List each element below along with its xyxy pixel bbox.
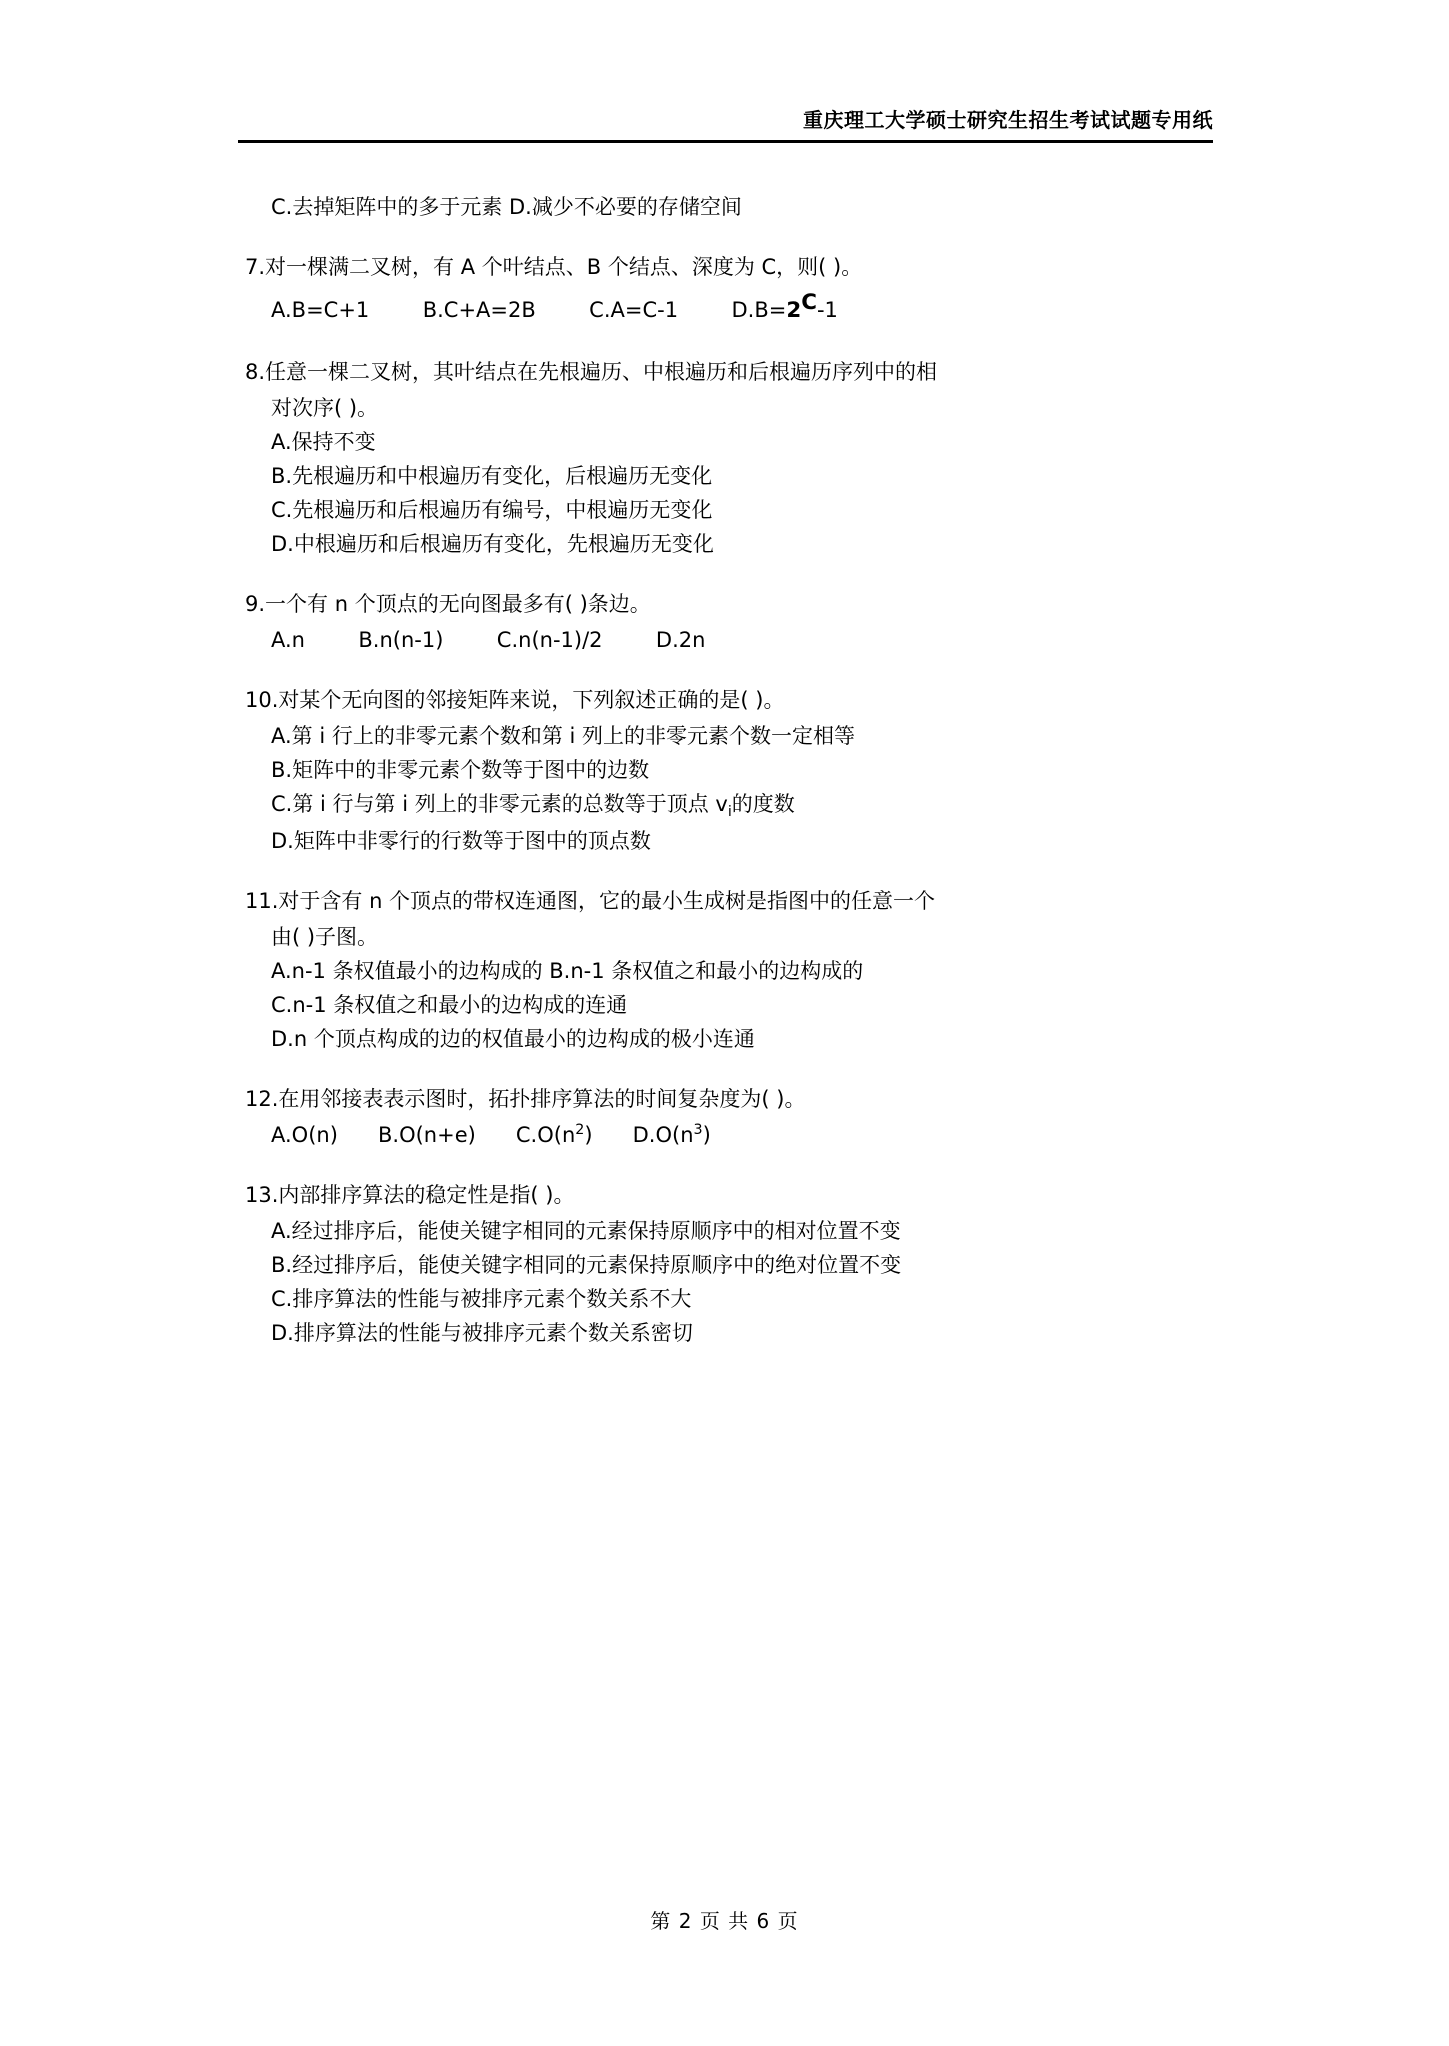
question-12-option-d-sup: 3 (693, 1122, 703, 1139)
question-12-stem: 12.在用邻接表表示图时，拓扑排序算法的时间复杂度为( )。 (245, 1087, 806, 1112)
question-9-options: A.n B.n(n-1) C.n(n-1)/2 D.2n (271, 627, 706, 652)
question-12-option-c-tail: ) (584, 1123, 593, 1148)
question-12-option-c-sup: 2 (575, 1122, 585, 1139)
question-7-options-text: A.B=C+1 B.C+A=2B C.A=C-1 D.B= (271, 298, 787, 323)
question-12-option-a: A.O(n) (271, 1123, 338, 1148)
question-10-option-c-sub: i (727, 804, 732, 821)
question-10-option-c-post: 的度数 (731, 791, 795, 816)
question-13-option-d: D.排序算法的性能与被排序元素个数关系密切 (271, 1321, 693, 1346)
question-10-stem: 10.对某个无向图的邻接矩阵来说，下列叙述正确的是( )。 (245, 687, 785, 712)
question-8-option-b: B.先根遍历和中根遍历有变化，后根遍历无变化 (271, 463, 713, 488)
question-8-option-d: D.中根遍历和后根遍历有变化，先根遍历无变化 (271, 531, 714, 556)
question-13-option-b: B.经过排序后，能使关键字相同的元素保持原顺序中的绝对位置不变 (271, 1253, 902, 1278)
carryover-option-line: C.去掉矩阵中的多于元素 D.减少不必要的存储空间 (271, 195, 742, 219)
question-8-option-a: A.保持不变 (271, 429, 376, 454)
question-11-option-c: C.n-1 条权值之和最小的边构成的连通 (271, 993, 628, 1018)
page-header-title: 重庆理工大学硕士研究生招生考试试题专用纸 (803, 108, 1213, 132)
question-7-stem: 7.对一棵满二叉树，有 A 个叶结点、B 个结点、深度为 C，则( )。 (245, 255, 863, 280)
question-8-option-c: C.先根遍历和后根遍历有编号，中根遍历无变化 (271, 497, 713, 522)
question-11 (245, 884, 1220, 1056)
question-10-option-d: D.矩阵中非零行的行数等于图中的顶点数 (271, 829, 651, 854)
question-10 (245, 683, 1220, 858)
question-13 (245, 1178, 1220, 1350)
page-footer: 第 2 页 共 6 页 (650, 1909, 799, 1933)
carryover-options (245, 190, 1220, 224)
question-7 (245, 250, 1220, 329)
question-8-stem-cont: 对次序( )。 (271, 395, 379, 420)
question-11-option-ab: A.n-1 条权值最小的边构成的 B.n-1 条权值之和最小的边构成的 (271, 959, 864, 984)
question-12-option-d: D.O(n (632, 1123, 694, 1148)
page-content (245, 190, 1220, 1376)
question-7-power-base: 2 (786, 298, 802, 324)
question-10-option-a: A.第 i 行上的非零元素个数和第 i 列上的非零元素个数一定相等 (271, 723, 856, 748)
question-12-options (245, 1118, 1220, 1152)
question-10-option-b: B.矩阵中的非零元素个数等于图中的边数 (271, 757, 650, 782)
question-11-option-d: D.n 个顶点构成的边的权值最小的边构成的极小连通 (271, 1027, 755, 1052)
question-12-option-c: C.O(n (515, 1123, 576, 1148)
question-7-options-tail: -1 (816, 298, 838, 323)
question-7-options (245, 286, 1220, 329)
question-11-stem-cont: 由( )子图。 (271, 925, 379, 950)
question-9-stem: 9.一个有 n 个顶点的无向图最多有( )条边。 (245, 591, 651, 616)
question-8 (245, 355, 1220, 561)
question-9 (245, 587, 1220, 657)
question-12-option-d-tail: ) (702, 1123, 711, 1148)
question-10-option-c-pre: C.第 i 行与第 i 列上的非零元素的总数等于顶点 v (271, 791, 728, 816)
question-11-stem: 11.对于含有 n 个顶点的带权连通图，它的最小生成树是指图中的任意一个 (245, 889, 936, 914)
header-divider (238, 140, 1213, 143)
question-8-stem: 8.任意一棵二叉树，其叶结点在先根遍历、中根遍历和后根遍历序列中的相 (245, 359, 938, 384)
question-12 (245, 1082, 1220, 1152)
question-7-power-exp: C (801, 290, 817, 316)
question-13-option-a: A.经过排序后，能使关键字相同的元素保持原顺序中的相对位置不变 (271, 1219, 901, 1244)
question-10-option-c (245, 787, 1220, 824)
question-12-option-b: B.O(n+e) (377, 1123, 476, 1148)
question-13-option-c: C.排序算法的性能与被排序元素个数关系不大 (271, 1287, 692, 1312)
question-13-stem: 13.内部排序算法的稳定性是指( )。 (245, 1183, 575, 1208)
